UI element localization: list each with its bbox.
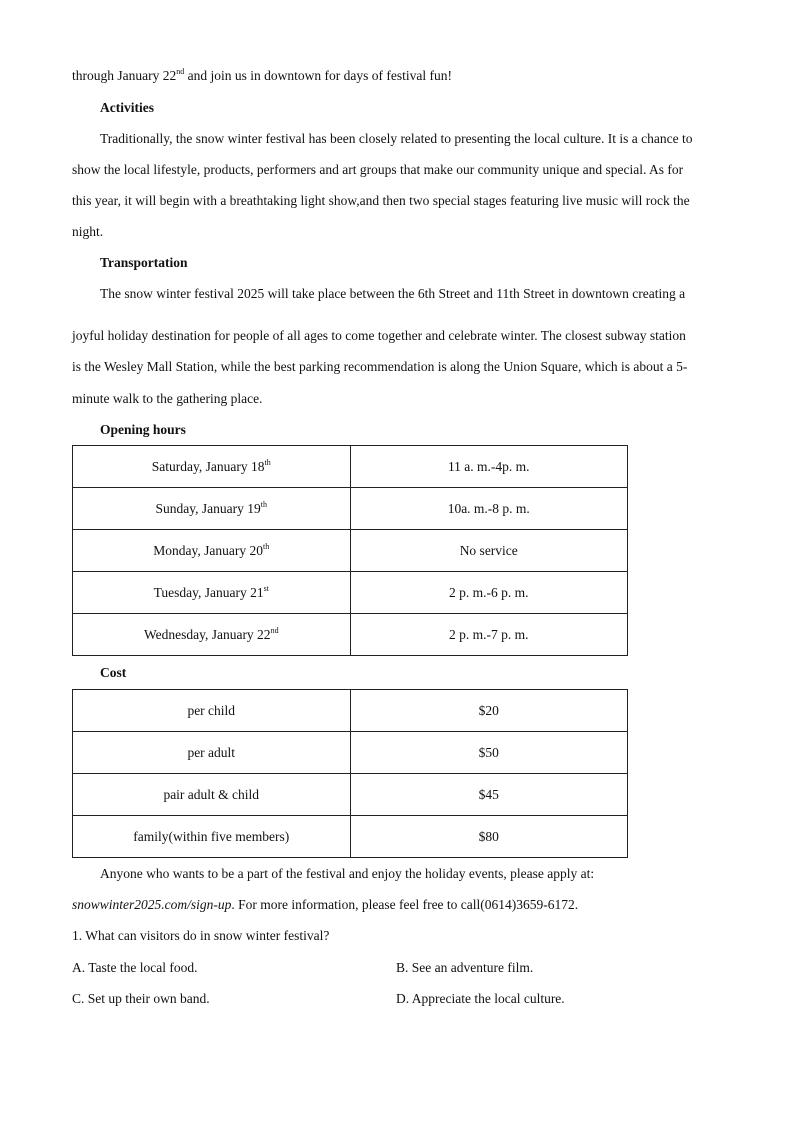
intro-line (72, 68, 722, 84)
option-a[interactable]: A. Taste the local food. (72, 960, 198, 975)
hours-cell: 10a. m.-8 p. m. (350, 488, 628, 530)
table-row (73, 572, 628, 614)
option-d[interactable]: D. Appreciate the local culture. (396, 991, 565, 1006)
hours-cell: No service (350, 530, 628, 572)
table-row (73, 816, 628, 858)
day-cell: Tuesday, January 21st (73, 572, 351, 614)
hours-cell: 2 p. m.-7 p. m. (350, 614, 628, 656)
ticket-type-cell: pair adult & child (73, 774, 351, 816)
intro-sup: nd (176, 67, 185, 76)
apply-line-2 (72, 897, 722, 913)
transportation-heading: Transportation (100, 255, 188, 270)
table-row (73, 774, 628, 816)
transportation-line-1: The snow winter festival 2025 will take place between the 6th Street and 11th Street in downtown creating a (100, 286, 686, 301)
activities-line-3: this year, it will begin with a breathtaking light show,and then two special stages featuring live music will rock the (72, 193, 690, 208)
hours-cell: 11 a. m.-4p. m. (350, 446, 628, 488)
activities-line-4: night. (72, 224, 104, 239)
intro-suffix: and join us in downtown for days of festival fun! (184, 68, 452, 83)
option-c[interactable]: C. Set up their own band. (72, 991, 210, 1006)
apply-line-1: Anyone who wants to be a part of the festival and enjoy the holiday events, please apply at: (100, 866, 595, 881)
opening-hours-heading: Opening hours (100, 422, 186, 437)
ticket-type-cell: per child (73, 690, 351, 732)
activities-line-1: Traditionally, the snow winter festival has been closely related to presenting the local culture. It is a chance to (100, 131, 693, 146)
cost-heading: Cost (100, 665, 127, 680)
activities-line-2: show the local lifestyle, products, performers and art groups that make our community unique and special. As for (72, 162, 684, 177)
question-stem: 1. What can visitors do in snow winter festival? (72, 928, 330, 943)
table-row (73, 530, 628, 572)
day-cell: Sunday, January 19th (73, 488, 351, 530)
intro-prefix: through January 22 (72, 68, 177, 83)
table-row (73, 446, 628, 488)
day-cell: Monday, January 20th (73, 530, 351, 572)
transportation-line-2: joyful holiday destination for people of all ages to come together and celebrate winter. The closest subway station (72, 328, 686, 343)
transportation-line-3: is the Wesley Mall Station, while the best parking recommendation is along the Union Square, which is about a 5- (72, 359, 688, 374)
price-cell: $80 (350, 816, 628, 858)
ticket-type-cell: family(within five members) (73, 816, 351, 858)
apply-line-2-rest: . For more information, please feel free to call(0614)3659-6172. (231, 897, 579, 912)
price-cell: $20 (350, 690, 628, 732)
hours-cell: 2 p. m.-6 p. m. (350, 572, 628, 614)
table-row (73, 614, 628, 656)
option-b[interactable]: B. See an adventure film. (396, 960, 534, 975)
day-cell: Saturday, January 18th (73, 446, 351, 488)
day-cell: Wednesday, January 22nd (73, 614, 351, 656)
ticket-type-cell: per adult (73, 732, 351, 774)
signup-link[interactable]: snowwinter2025.com/sign-up (72, 897, 232, 912)
opening-hours-table (72, 445, 628, 656)
activities-heading: Activities (100, 100, 154, 115)
table-row (73, 732, 628, 774)
price-cell: $45 (350, 774, 628, 816)
transportation-line-4: minute walk to the gathering place. (72, 391, 263, 406)
table-row (73, 488, 628, 530)
table-row (73, 690, 628, 732)
price-cell: $50 (350, 732, 628, 774)
cost-table (72, 689, 628, 858)
